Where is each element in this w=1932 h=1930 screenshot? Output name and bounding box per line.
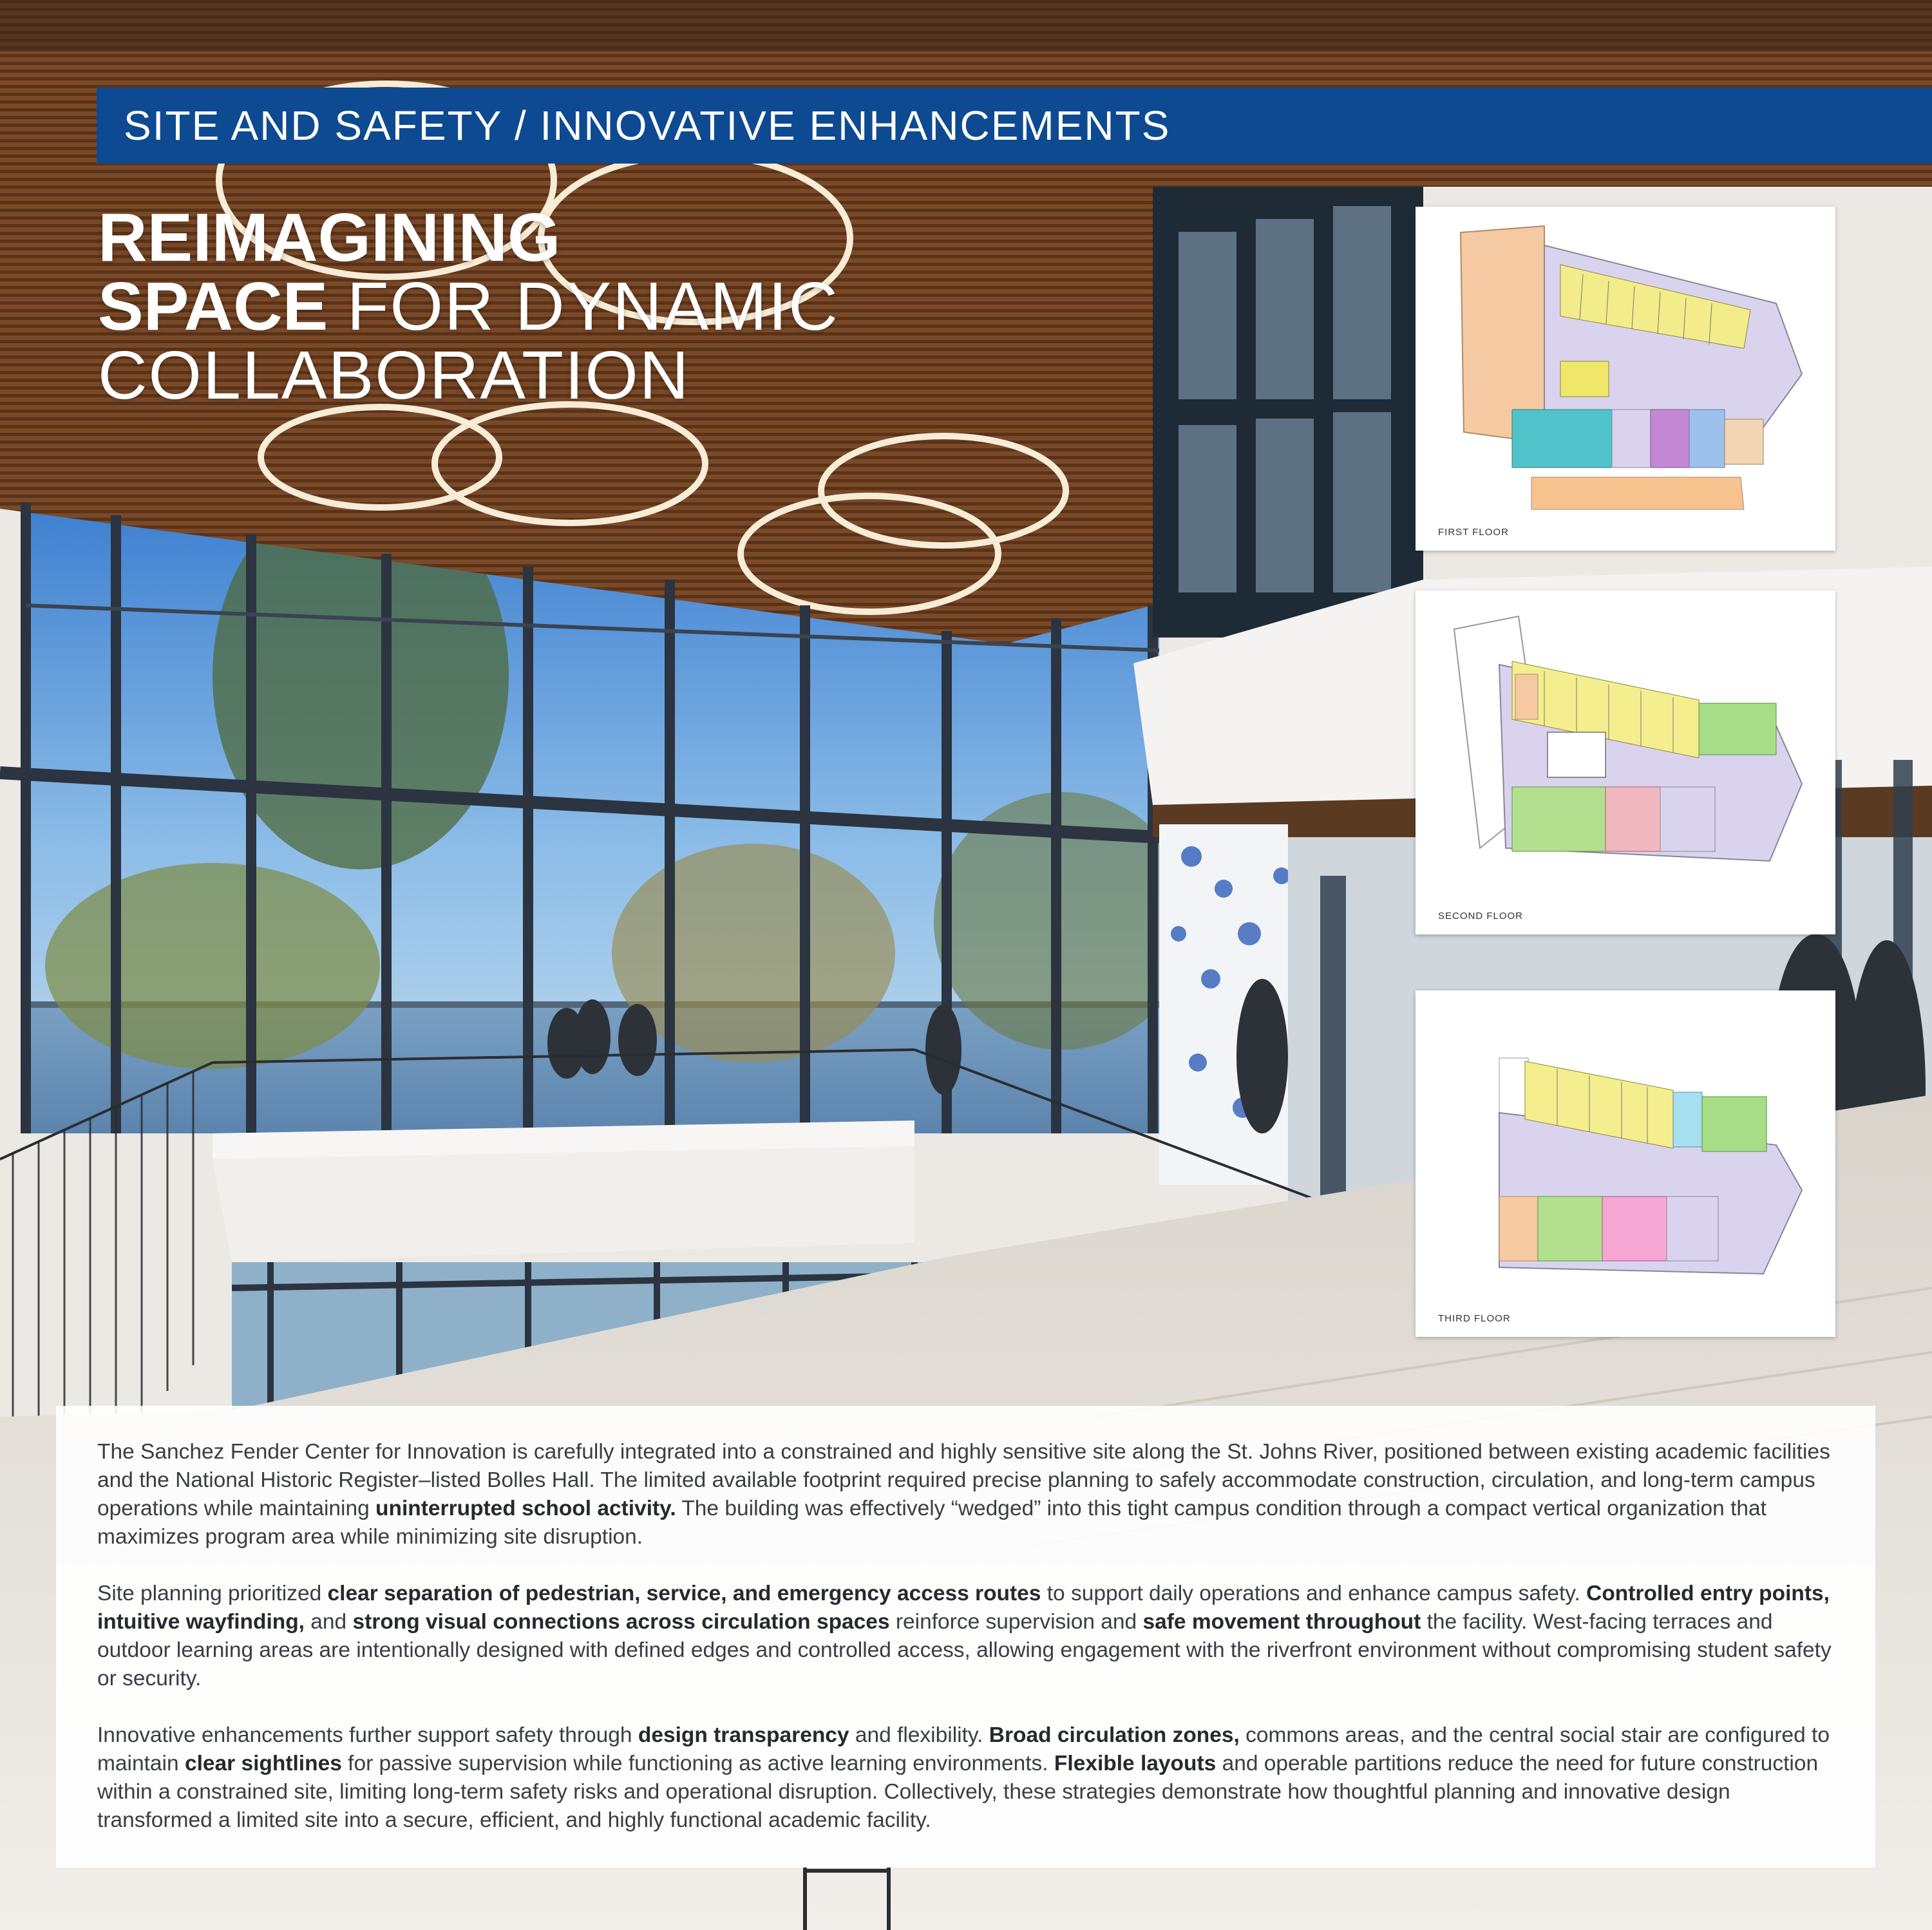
body-text: Site planning prioritized xyxy=(97,1582,328,1605)
first-floor-plan-drawing xyxy=(1416,207,1835,551)
floor-plan-second xyxy=(1416,591,1835,934)
emphasis-text: Broad circulation zones, xyxy=(989,1723,1240,1747)
headline-line-2-light: FOR DYNAMIC xyxy=(346,269,839,345)
paragraph-site-planning xyxy=(97,1580,1834,1693)
paragraph-innovative-enhancements xyxy=(97,1721,1834,1835)
body-text-panel xyxy=(56,1406,1875,1868)
headline-line-2-bold: SPACE xyxy=(98,269,328,345)
section-banner xyxy=(97,88,1932,164)
emphasis-text: safe movement throughout xyxy=(1142,1610,1421,1634)
emphasis-text: uninterrupted school activity. xyxy=(375,1497,676,1520)
first-floor-label: FIRST FLOOR xyxy=(1438,527,1509,538)
body-text: and flexibility. xyxy=(849,1723,989,1747)
emphasis-text: design transparency xyxy=(638,1723,849,1747)
body-text: reinforce supervision and xyxy=(889,1610,1143,1634)
section-banner-text: SITE AND SAFETY / INNOVATIVE ENHANCEMENTS xyxy=(124,102,1171,149)
emphasis-text: strong visual connections across circulation spaces xyxy=(352,1610,890,1634)
body-text: The building was effectively “wedged” into this tight campus condition through a compact vertical organization that maximizes program area while minimizing site disruption. xyxy=(97,1497,1766,1549)
headline-line-3: COLLABORATION xyxy=(98,337,690,413)
body-text: commons areas, and the central social stair are configured to maintain xyxy=(97,1723,1830,1775)
emphasis-text: Controlled entry points, intuitive wayfinding, xyxy=(97,1582,1830,1634)
floor-plan-first xyxy=(1416,207,1835,551)
headline-line-1: REIMAGINING xyxy=(98,200,561,276)
paragraph-site-context xyxy=(97,1438,1834,1551)
emphasis-text: clear separation of pedestrian, service, and emergency access routes xyxy=(327,1582,1041,1605)
third-floor-plan-drawing xyxy=(1416,990,1835,1337)
emphasis-text: clear sightlines xyxy=(184,1752,342,1775)
body-text: and xyxy=(304,1610,353,1634)
third-floor-label: THIRD FLOOR xyxy=(1438,1313,1511,1324)
page-headline xyxy=(98,200,839,413)
body-text: to support daily operations and enhance campus safety. xyxy=(1041,1582,1587,1605)
second-floor-label: SECOND FLOOR xyxy=(1438,911,1524,922)
body-text: The Sanchez Fender Center for Innovation is carefully integrated into a constrained and highly sensitive site along the St. Johns River, positioned between existing academic facilities and the National Historic Register–listed Bolles Hall. The limited available footprint required precise planning to safely accommodate construction, circulation, and long-term campus operations while maintaining xyxy=(97,1440,1830,1520)
second-floor-plan-drawing xyxy=(1416,591,1835,934)
body-text: Innovative enhancements further support safety through xyxy=(97,1723,638,1747)
body-text: the facility. West-facing terraces and outdoor learning areas are intentionally designed with defined edges and controlled access, allowing engagement with the riverfront environment without compromising student safety or security. xyxy=(97,1610,1832,1690)
emphasis-text: Flexible layouts xyxy=(1054,1752,1217,1775)
body-text: and operable partitions reduce the need for future construction within a constrained site, limiting long-term safety risks and operational disruption. Collectively, these strategies demonstrate how thoughtful planning and innovative design transformed a limited site into a secure, efficient, and highly functional academic facility. xyxy=(97,1752,1819,1832)
body-text: for passive supervision while functioning as active learning environments. xyxy=(341,1752,1054,1775)
floor-plan-third xyxy=(1416,990,1835,1337)
